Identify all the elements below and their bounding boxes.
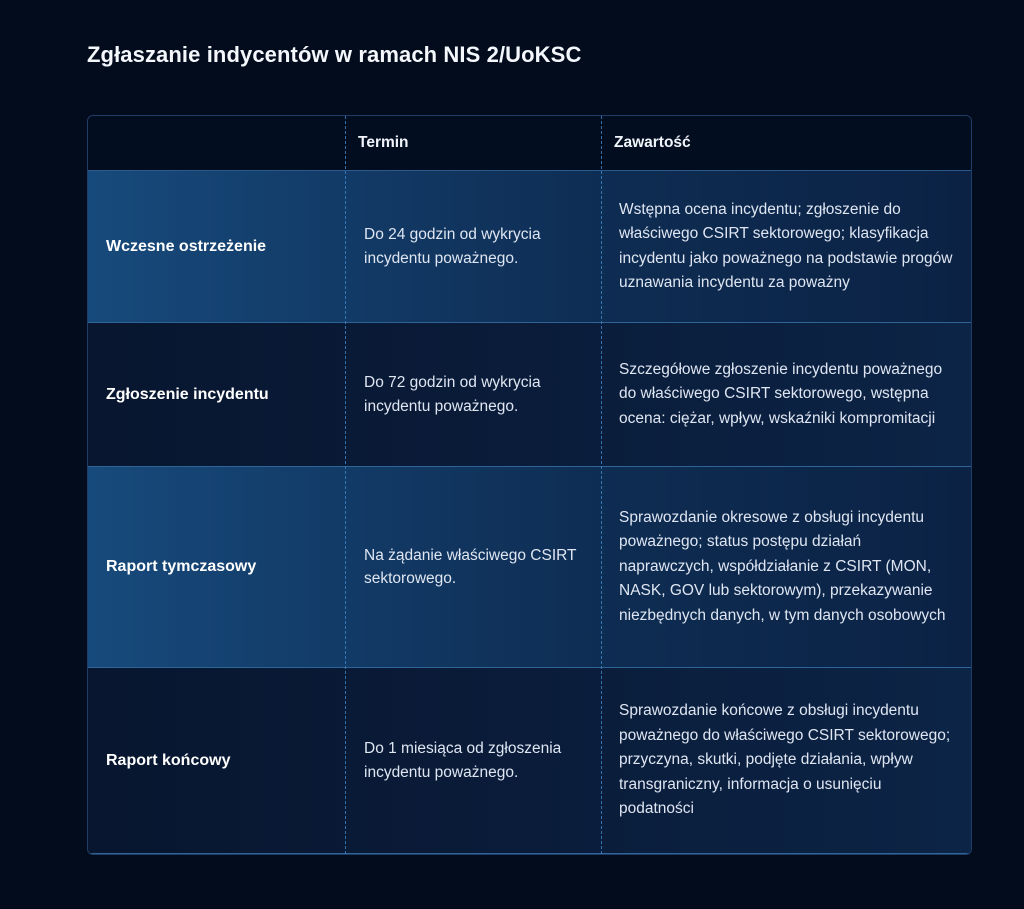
row-label: Raport tymczasowy — [106, 558, 257, 575]
table-header-row — [88, 116, 971, 171]
deadline-text: Do 24 godzin od wykrycia incydentu poważnego. — [364, 226, 541, 267]
header-cell-empty — [88, 116, 346, 170]
deadline-text: Do 1 miesiąca od zgłoszenia incydentu poważnego. — [364, 740, 562, 781]
content-text: Szczegółowe zgłoszenie incydentu poważnego do właściwego CSIRT sektorowego, wstępna ocena: ciężar, wpływ, wskaźniki kompromitacji — [619, 360, 943, 427]
content-text: Sprawozdanie okresowe z obsługi incydentu poważnego; status postępu działań naprawczych, współdziałanie z CSIRT (MON, NASK, GOV lub sektorowym), przekazywanie niezbędnych danych, w tym danych osobowych — [619, 508, 946, 624]
table-row-incident-report — [88, 323, 971, 467]
deadline-text: Do 72 godzin od wykrycia incydentu poważnego. — [364, 374, 541, 415]
deadline-cell — [346, 323, 602, 466]
row-label: Wczesne ostrzeżenie — [106, 237, 267, 255]
deadline-cell — [346, 171, 602, 322]
content-cell — [602, 668, 972, 853]
header-label-deadline: Termin — [358, 134, 409, 151]
table-row-interim-report — [88, 467, 971, 668]
header-cell-content — [602, 116, 972, 170]
content-text: Sprawozdanie końcowe z obsługi incydentu poważnego do właściwego CSIRT sektorowego; przyczyna, skutki, podjęte działania, wpływ transgraniczny, informacja o usunięciu podatności — [619, 702, 951, 818]
row-label-cell — [88, 467, 346, 667]
row-label-cell — [88, 323, 346, 466]
incident-reporting-table — [87, 115, 972, 855]
column-divider — [601, 116, 602, 854]
content-cell — [602, 323, 972, 466]
content-text: Wstępna ocena incydentu; zgłoszenie do właściwego CSIRT sektorowego; klasyfikacja incydentu jako poważnego na podstawie progów uznawania incydentu za poważny — [619, 200, 953, 291]
row-label: Raport końcowy — [106, 751, 231, 769]
table-row-early-warning — [88, 171, 971, 323]
table-row-final-report — [88, 668, 971, 854]
deadline-cell — [346, 668, 602, 853]
content-cell — [602, 171, 972, 322]
row-label: Zgłoszenie incydentu — [106, 385, 269, 403]
row-label-cell — [88, 171, 346, 322]
header-cell-deadline — [346, 116, 602, 170]
page-title: Zgłaszanie indycentów w ramach NIS 2/UoKSC — [87, 42, 582, 67]
content-cell — [602, 467, 972, 667]
row-label-cell — [88, 668, 346, 853]
deadline-text: Na żądanie właściwego CSIRT sektorowego. — [364, 546, 577, 587]
header-label-content: Zawartość — [614, 134, 691, 151]
deadline-cell — [346, 467, 602, 667]
column-divider — [345, 116, 346, 854]
